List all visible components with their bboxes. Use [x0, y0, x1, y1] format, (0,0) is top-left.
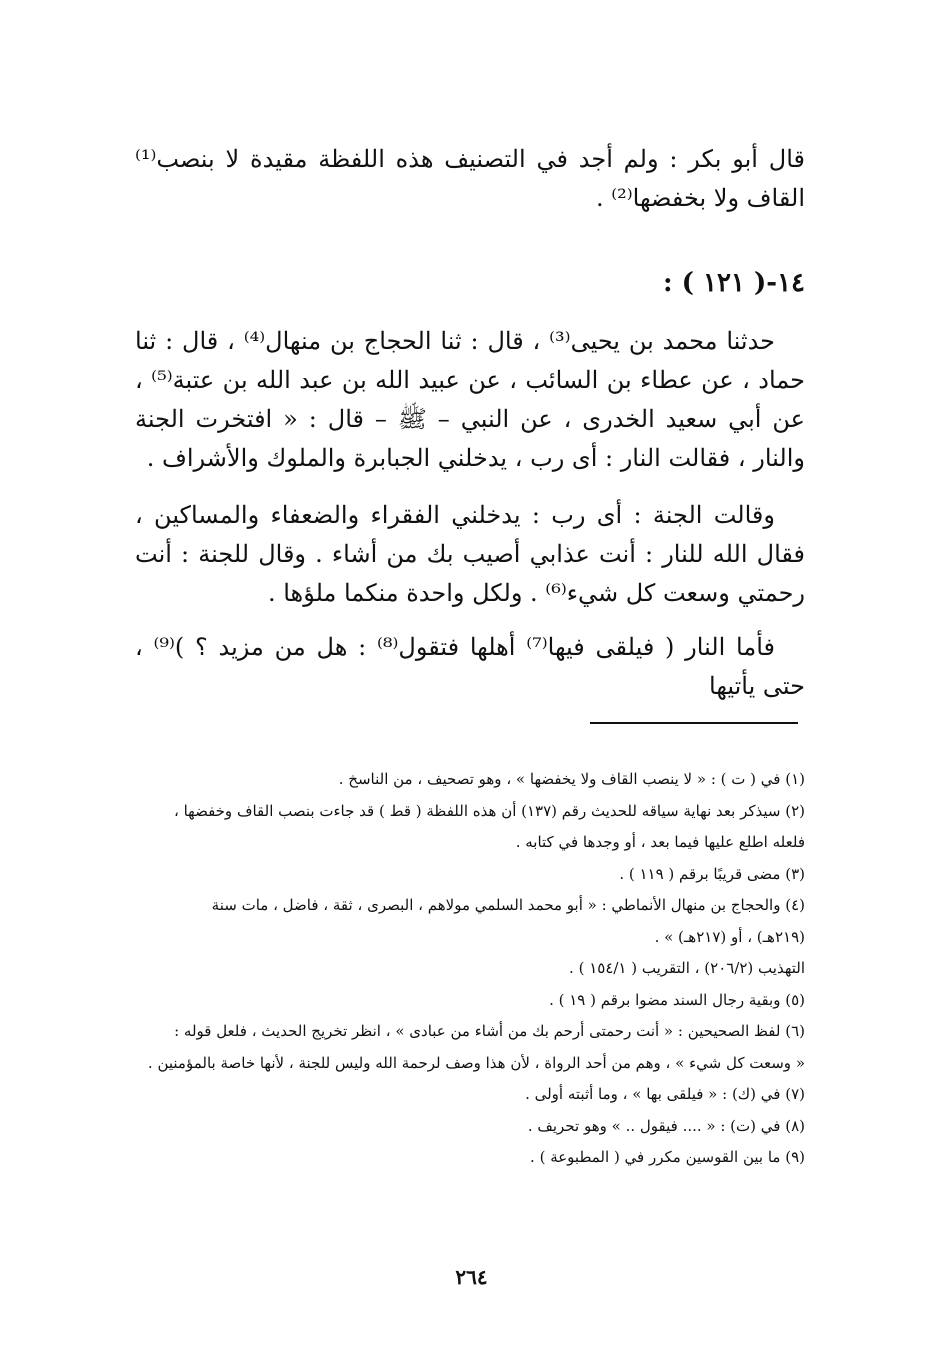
intro-paragraph: [135, 140, 805, 218]
hadith-paragraph-3-text: فأما النار ( فيلقى فيها⁽⁷⁾ أهلها فتقول⁽⁸⁾ : هل من مزيد ؟ )⁽⁹⁾ ، حتى يأتيها: [135, 633, 805, 700]
intro-paragraph-text: قال أبو بكر : ولم أجد في التصنيف هذه اللفظة مقيدة لا بنصب⁽¹⁾ القاف ولا بخفضها⁽²⁾ .: [135, 145, 805, 212]
hadith-paragraph-1: [135, 322, 805, 478]
footnote-line: (٢) سيذكر بعد نهاية سياقه للحديث رقم (١٣٧) أن هذه اللفظة ( قط ) قد جاءت بنصب القاف وخفضها ،: [173, 801, 805, 820]
footnote-line: التهذيب (٢٠٦/٢) ، التقريب ( ١٥٤/١ ) .: [569, 959, 805, 977]
hadith-heading: [135, 263, 805, 303]
footnotes: [135, 764, 805, 1174]
footnote-line: (٦) لفظ الصحيحين : « أنت رحمتى أرحم بك من أشاء من عبادى » ، انظر تخريج الحديث ، فلعل قوله :: [174, 1022, 805, 1040]
footnote-line: (٢١٩هـ) ، أو (٢١٧هـ) » .: [654, 927, 805, 946]
hadith-paragraph-3: [135, 628, 805, 706]
hadith-paragraph-2: [135, 496, 805, 613]
footnote-line: (٨) في (ت) : « .... فيقول .. » وهو تحريف .: [527, 1116, 805, 1135]
footnote-line: (١) في ( ت ) : « لا ينصب القاف ولا يخفضها » ، وهو تصحيف ، من الناسخ .: [338, 770, 805, 788]
hadith-paragraph-1-text: حدثنا محمد بن يحيى⁽³⁾ ، قال : ثنا الحجاج بن منهال⁽⁴⁾ ، قال : ثنا حماد ، عن عطاء بن السائب ، عن عبيد الله بن عبد الله بن عتبة⁽⁵⁾ ، عن أبي سعيد الخدرى ، عن النبي – ﷺ – قال : « افتخرت الجنة والنار ، فقالت النار : أى رب ، يدخلني الجبابرة والملوك والأشراف .: [135, 327, 805, 472]
footnote-line: (٣) مضى قريبًا برقم ( ١١٩ ) .: [619, 864, 805, 883]
footnote-line: (٥) وبقية رجال السند مضوا برقم ( ١٩ ) .: [549, 990, 805, 1009]
footnote-line: (٩) ما بين القوسين مكرر في ( المطبوعة ) .: [530, 1148, 805, 1166]
footnote-line: « وسعت كل شيء » ، وهم من أحد الرواة ، لأن هذا وصف لرحمة الله وليس للجنة ، لأنها خاصة بالمؤمنين .: [147, 1053, 805, 1072]
hadith-paragraph-2-text: وقالت الجنة : أى رب : يدخلني الفقراء والضعفاء والمساكين ، فقال الله للنار : أنت عذابي أصيب بك من أشاء . وقال للجنة : أنت رحمتي وسعت كل شيء⁽⁶⁾ . ولكل واحدة منكما ملؤها .: [135, 501, 805, 607]
footnote-line: (٤) والحجاج بن منهال الأنماطي : « أبو محمد السلمي مولاهم ، البصرى ، ثقة ، فاضل ، مات سنة: [211, 896, 805, 914]
hadith-number: ١٤-( ١٢١ ) :: [662, 268, 805, 298]
footnote-line: فلعله اطلع عليها فيما بعد ، أو وجدها في كتابه .: [515, 833, 805, 851]
footnote-separator: [590, 722, 798, 724]
page-number: ٢٦٤: [455, 1265, 488, 1289]
footnote-line: (٧) في (ك) : « فيلقى بها » ، وما أثبته أولى .: [525, 1085, 805, 1103]
